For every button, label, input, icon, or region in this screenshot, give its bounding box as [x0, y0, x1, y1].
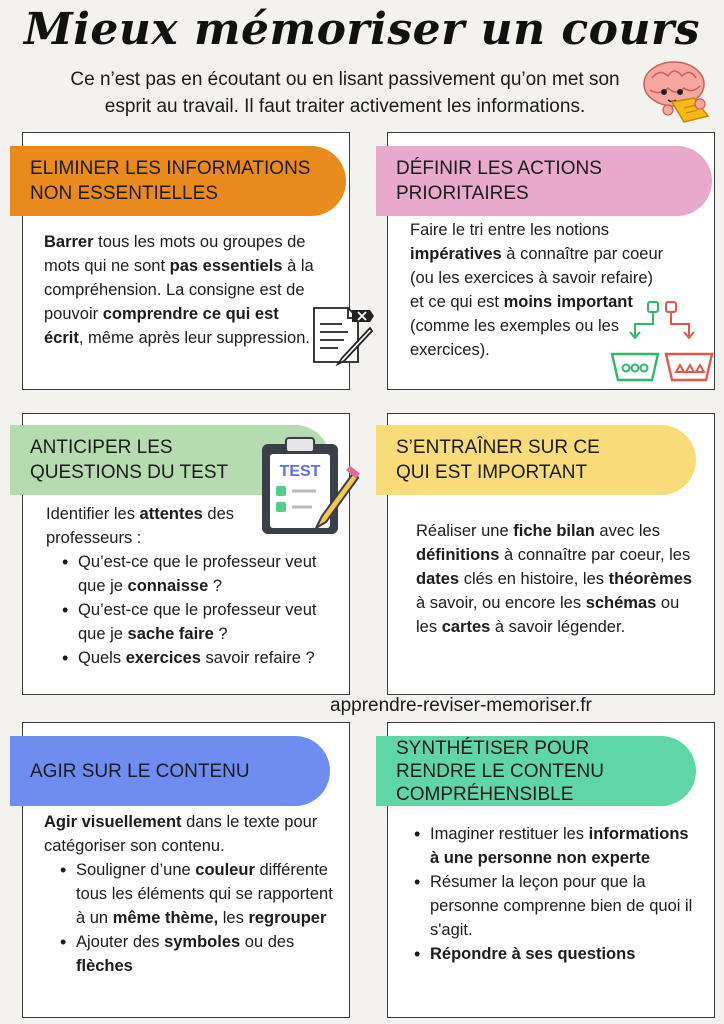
bold-text: attentes	[139, 505, 203, 523]
label-line: ANTICIPER LES	[30, 437, 173, 458]
card-agir-content	[44, 810, 340, 978]
bold-text: Répondre à ses questions	[430, 945, 636, 963]
bold-text: même thème,	[112, 909, 219, 927]
bold-text: informations à une personne non experte	[430, 825, 689, 867]
card-anticiper-list	[46, 550, 336, 670]
card-agir-label	[10, 736, 330, 806]
card-synthetiser-label	[376, 736, 696, 806]
bold-text: pas essentiels	[169, 257, 283, 275]
test-label: TEST	[279, 463, 321, 480]
card-definir-label	[376, 146, 712, 216]
bold-text: définitions	[416, 546, 500, 564]
bold-text: sache faire	[127, 625, 214, 643]
list-item	[398, 942, 702, 966]
list-item: • Quels exercices savoir refaire ?	[46, 646, 336, 670]
bold-text: impératives	[410, 245, 502, 263]
bold-text: fiche bilan	[513, 522, 595, 540]
card-entrainer-text: Réaliser une fiche bilan avec les définitions à connaître par coeur, les dates clés en histoire, les théorèmes à savoir, ou encore les schémas ou les cartes à savoir légender.	[416, 522, 693, 636]
sorting-baskets-icon	[610, 300, 714, 386]
label-line: QUESTIONS DU TEST	[30, 462, 229, 483]
label-line: PRIORITAIRES	[396, 183, 529, 204]
brain-reading-icon	[638, 58, 716, 124]
bold-text: dates	[416, 570, 460, 588]
list-item: • Imaginer restituer les informations à une personne non experte	[398, 822, 702, 870]
intro-text: Ce n’est pas en écoutant ou en lisant passivement qu’on met son esprit au travail. Il faut traiter activement les informations.	[70, 69, 620, 117]
bold-text: regrouper	[248, 909, 327, 927]
page-title: Mieux mémoriser un cours	[24, 4, 700, 55]
card-eliminer-label	[10, 146, 346, 216]
bold-text: théorèmes	[608, 570, 693, 588]
label-line: S’ENTRAÎNER SUR CE	[396, 437, 600, 458]
card-synthetiser-content	[398, 822, 702, 966]
label-line: RENDRE LE CONTENU	[396, 760, 604, 782]
bold-text: couleur	[195, 861, 255, 879]
label-line: ELIMINER LES INFORMATIONS	[30, 158, 311, 179]
list-item: • Souligner d’une couleur différente tous les éléments qui se rapportent à un même thème, les regrouper	[44, 858, 340, 930]
bold-text: Barrer	[44, 233, 94, 251]
bold-text: cartes	[441, 618, 491, 636]
bold-text: comprendre ce qui est écrit	[44, 305, 279, 347]
website-url: apprendre-reviser-memoriser.fr	[330, 695, 592, 716]
list-item: • Résumer la leçon pour que la personne comprenne bien de quoi il s'agit.	[398, 870, 702, 942]
label-line: AGIR SUR LE CONTENU	[30, 760, 250, 782]
card-agir-list	[44, 858, 340, 978]
card-agir-intro: Agir visuellement dans le texte pour catégoriser son contenu.	[44, 813, 318, 855]
card-anticiper-content	[46, 502, 336, 670]
label-line: COMPRÉHENSIBLE	[396, 783, 574, 805]
list-item: • Ajouter des symboles ou des flèches	[44, 930, 340, 978]
bold-text: connaisse	[127, 577, 209, 595]
list-item: • Qu’est-ce que le professeur veut que je sache faire ?	[46, 598, 336, 646]
list-item: • Qu’est-ce que le professeur veut que je connaisse ?	[46, 550, 336, 598]
card-definir-text: Faire le tri entre les notions impératives à connaître par coeur (ou les exercices à savoir refaire) et ce qui est moins important (comme les exemples ou les exercices).	[410, 221, 664, 359]
label-line: SYNTHÉTISER POUR	[396, 737, 590, 759]
bold-text: moins important	[503, 293, 633, 311]
bold-text: flèches	[76, 957, 133, 975]
document-pen-icon	[308, 304, 378, 366]
bold-text: schémas	[585, 594, 657, 612]
label-line: NON ESSENTIELLES	[30, 183, 218, 204]
label-line: DÉFINIR LES ACTIONS	[396, 158, 602, 179]
card-anticiper-intro: Identifier les attentes des professeurs :	[46, 505, 235, 547]
label-line: QUI EST IMPORTANT	[396, 462, 588, 483]
bold-text: exercices	[125, 649, 201, 667]
card-synthetiser-list	[398, 822, 702, 966]
bold-text: Agir visuellement	[44, 813, 182, 831]
card-eliminer-text: Barrer tous les mots ou groupes de mots qui ne sont pas essentiels à la compréhension. La consigne est de pouvoir comprendre ce qui est écrit, même après leur suppression.	[44, 233, 314, 347]
card-entrainer-label	[376, 425, 696, 495]
bold-text: symboles	[164, 933, 241, 951]
